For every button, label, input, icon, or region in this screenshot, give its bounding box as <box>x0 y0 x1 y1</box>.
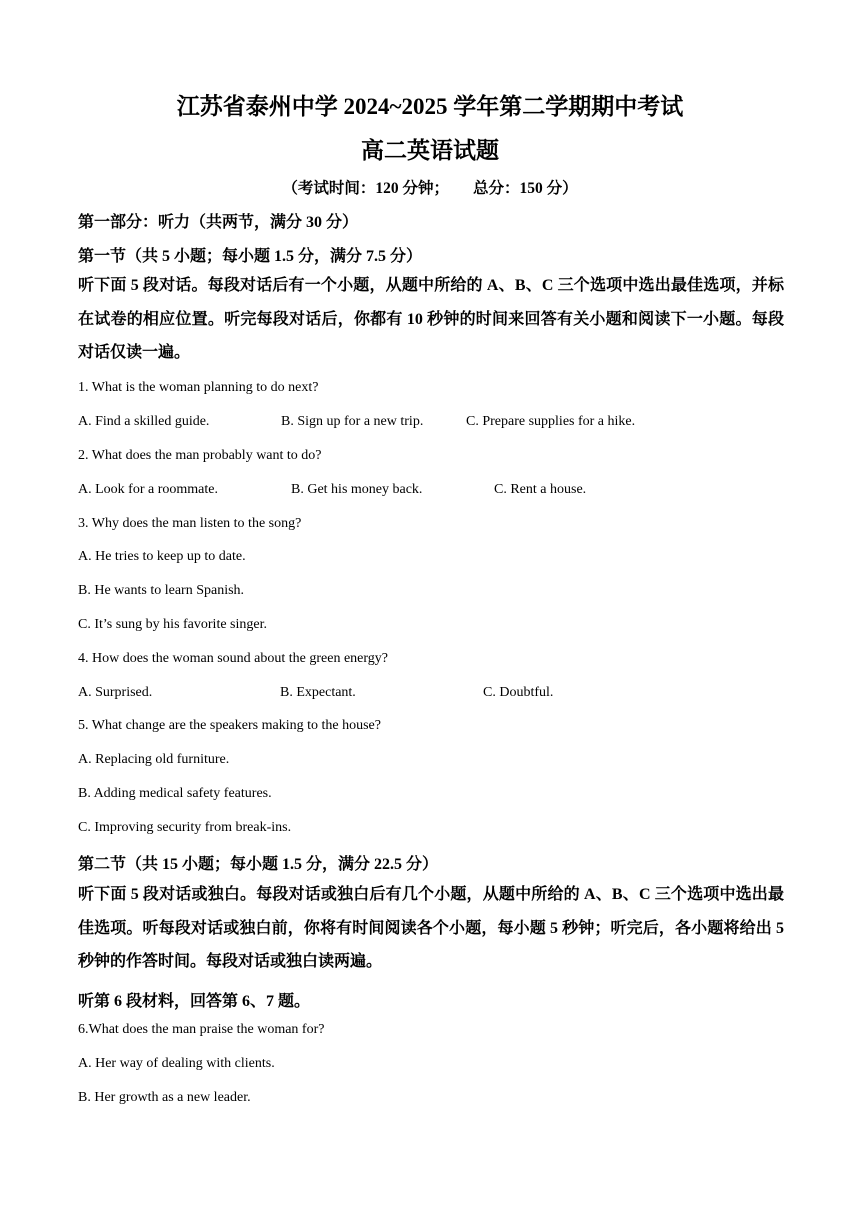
q3-option-c: C. It’s sung by his favorite singer. <box>78 617 267 632</box>
exam-info <box>0 176 860 198</box>
question-4: 4. How does the woman sound about the green energy? <box>78 651 388 666</box>
q3-option-b: B. He wants to learn Spanish. <box>78 583 245 598</box>
exam-title: 江苏省泰州中学 2024~2025 学年第二学期期中考试 <box>176 94 684 119</box>
q6-option-a: A. Her way of dealing with clients. <box>78 1056 275 1071</box>
section1-heading: 第一节（共 5 小题；每小题 1.5 分，满分 7.5 分） <box>78 248 423 265</box>
section1-instructions: 听下面 5 段对话。每段对话后有一个小题，从题中所给的 A、B、C 三个选项中选出最佳选项，并标在试卷的相应位置。听完每段对话后，你都有 10 秒钟的时间来回答有关小题和阅读下一小题。每段对话仅读一遍。 <box>78 277 784 362</box>
question-6: 6.What does the man praise the woman for? <box>78 1022 325 1037</box>
q5-option-a: A. Replacing old furniture. <box>78 752 230 767</box>
exam-time: （考试时间：120 分钟； <box>282 180 449 197</box>
q3-option-a: A. He tries to keep up to date. <box>78 549 246 564</box>
part1-heading: 第一部分：听力（共两节，满分 30 分） <box>78 214 359 231</box>
question-1: 1. What is the woman planning to do next? <box>78 380 319 395</box>
q6-option-b: B. Her growth as a new leader. <box>78 1090 251 1105</box>
q1-option-a: A. Find a skilled guide. <box>78 414 210 429</box>
q1-option-b: B. Sign up for a new trip. <box>281 414 424 429</box>
q2-option-c: C. Rent a house. <box>494 482 587 497</box>
q2-option-a: A. Look for a roommate. <box>78 482 218 497</box>
q5-option-c: C. Improving security from break-ins. <box>78 820 292 835</box>
section2-heading: 第二节（共 15 小题；每小题 1.5 分，满分 22.5 分） <box>78 856 439 873</box>
section2-instructions: 听下面 5 段对话或独白。每段对话或独白后有几个小题，从题中所给的 A、B、C 三个选项中选出最佳选项。听每段对话或独白前，你将有时间阅读各个小题，每小题 5 秒钟；听完后，各小题将给出 5 秒钟的作答时间。每段对话或独白读两遍。 <box>78 886 784 971</box>
question-2: 2. What does the man probably want to do? <box>78 448 322 463</box>
q4-option-a: A. Surprised. <box>78 685 153 700</box>
q4-option-b: B. Expectant. <box>280 685 356 700</box>
material-heading: 听第 6 段材料，回答第 6、7 题。 <box>78 993 311 1010</box>
question-3: 3. Why does the man listen to the song? <box>78 516 302 531</box>
q2-option-b: B. Get his money back. <box>291 482 423 497</box>
exam-subtitle: 高二英语试题 <box>361 138 499 163</box>
q5-option-b: B. Adding medical safety features. <box>78 786 272 801</box>
exam-score: 总分：150 分） <box>473 180 578 197</box>
q1-option-c: C. Prepare supplies for a hike. <box>466 414 636 429</box>
q4-option-c: C. Doubtful. <box>483 685 554 700</box>
question-5: 5. What change are the speakers making to the house? <box>78 718 381 733</box>
